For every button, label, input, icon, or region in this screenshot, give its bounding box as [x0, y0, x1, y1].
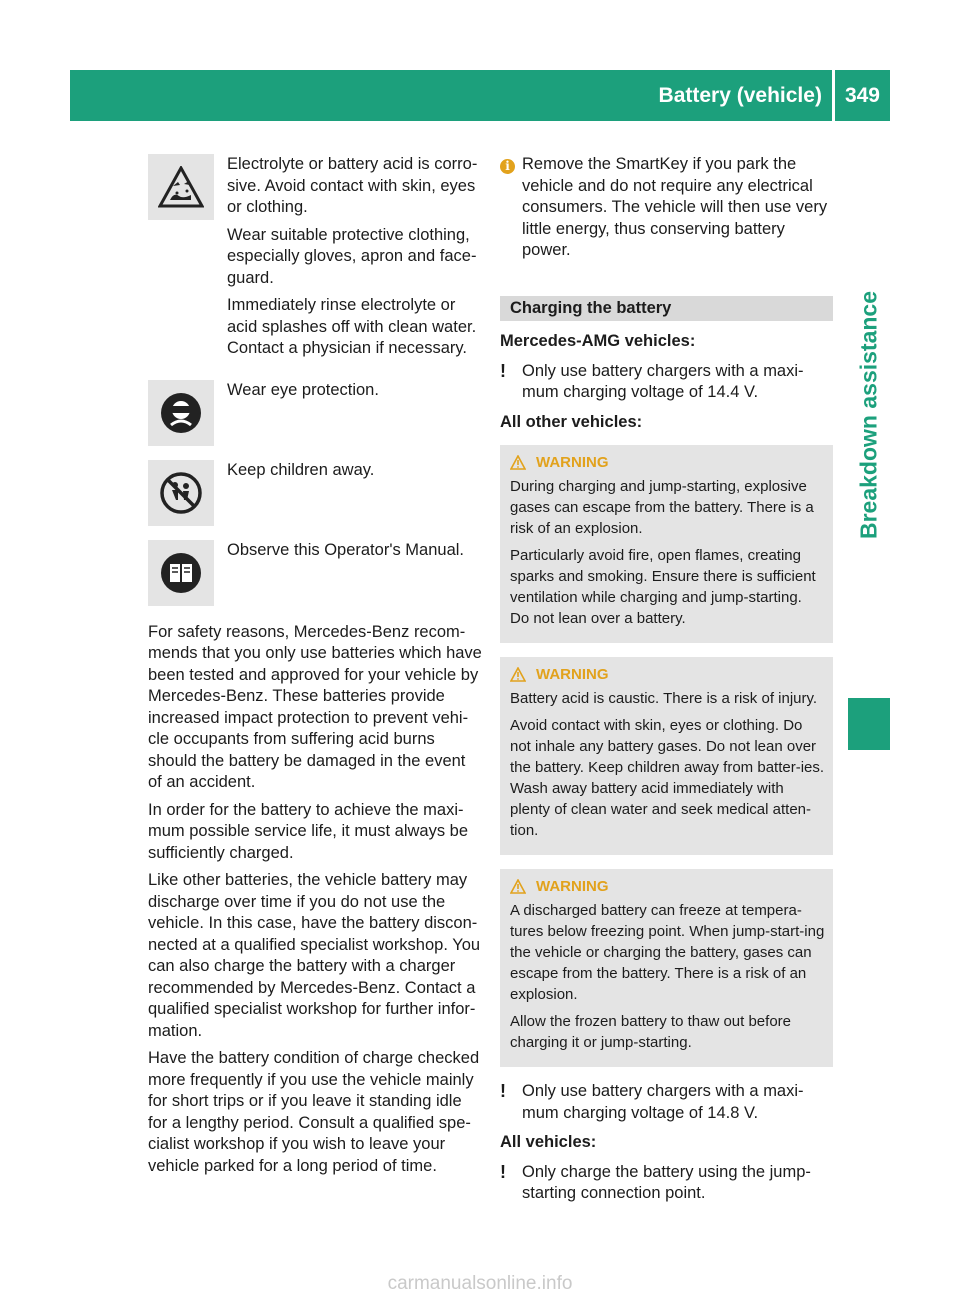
side-tab-label: Breakdown assistance: [855, 290, 882, 540]
all-vehicles-label: All vehicles:: [500, 1133, 597, 1151]
symbol-row: [148, 380, 483, 446]
warning-heading: [510, 876, 825, 897]
warning-triangle-icon: [510, 455, 526, 470]
other-vehicles-label: All other vehicles:: [500, 412, 643, 431]
acid-corrosive-warning-icon: [148, 154, 214, 220]
caution-note: [500, 361, 833, 404]
warning-paragraph: Allow the frozen battery to thaw out before charging it or jump-starting.: [510, 1013, 791, 1051]
page-header: [70, 70, 890, 121]
warning-label: WARNING: [536, 454, 609, 471]
symbol-row: [148, 154, 483, 366]
warning-heading: [510, 664, 825, 685]
info-note-text: Remove the SmartKey if you park the vehicle and do not require any electrical consumers. The vehicle will then use very little energy, thus conserving battery power.: [522, 155, 828, 259]
warning-box: [500, 445, 833, 643]
warning-box: [500, 869, 833, 1067]
symbol-text: [227, 380, 483, 446]
right-column: [500, 154, 833, 1213]
header-divider: [832, 70, 835, 121]
warning-label: WARNING: [536, 666, 609, 683]
symbol-paragraph: Observe this Operator's Manual.: [227, 540, 465, 559]
warning-box: [500, 657, 833, 855]
symbol-paragraph: Keep children away.: [227, 460, 375, 479]
watermark: carmanualsonline.info: [387, 1273, 573, 1294]
caution-note: [500, 1081, 833, 1124]
operators-manual-icon: [148, 540, 214, 606]
symbol-text: [227, 154, 483, 366]
warning-heading: [510, 452, 825, 473]
symbol-paragraph: Immediately rinse electrolyte or acid splashes off with clean water. Contact a physician if necessary.: [227, 296, 477, 357]
symbol-paragraph: Wear eye protection.: [227, 380, 379, 399]
warning-paragraph: During charging and jump-starting, explosive gases can escape from the battery. There is a risk of an explosion.: [510, 478, 814, 537]
warning-paragraph: Battery acid is caustic. There is a risk of injury.: [510, 690, 818, 707]
caution-note: [500, 1162, 833, 1205]
caution-note-text: Only use battery chargers with a maxi-mum charging voltage of 14.4 V.: [522, 361, 804, 401]
body-paragraph: Like other batteries, the vehicle battery may discharge over time if you do not use the vehicle. In this case, have the battery discon-nected at a qualified specialist workshop. You can also charge the battery with a charger recommended by Mercedes-Benz. Contact a qualified specialist workshop for further infor-mation.: [148, 871, 481, 1040]
warning-paragraph: A discharged battery can freeze at tempera-tures below freezing point. When jump-start-ing the vehicle or charging the battery, gases can escape from the battery. There is a risk of an explosion.: [510, 902, 825, 1003]
header-title-row: [70, 70, 890, 121]
symbol-text: [227, 460, 483, 526]
exclamation-icon: !: [500, 360, 506, 381]
warning-triangle-icon: [510, 879, 526, 894]
symbol-text: [227, 540, 483, 606]
symbol-row: [148, 540, 483, 606]
caution-note-text: Only charge the battery using the jump-starting connection point.: [522, 1162, 811, 1202]
symbol-paragraph: Electrolyte or battery acid is corro-sive. Avoid contact with skin, eyes or clothing.: [227, 155, 478, 216]
symbol-paragraph: Wear suitable protective clothing, especially gloves, apron and face-guard.: [227, 225, 477, 287]
section-heading: Charging the battery: [500, 296, 833, 322]
caution-note-text: Only use battery chargers with a maxi-mum charging voltage of 14.8 V.: [522, 1082, 804, 1122]
side-tab-marker: [848, 698, 890, 750]
exclamation-icon: !: [500, 1161, 506, 1182]
info-icon: i: [500, 159, 515, 174]
left-column: [148, 154, 483, 1183]
section-side-tab[interactable]: [848, 150, 890, 680]
info-note: [500, 154, 833, 262]
page-number: 349: [844, 83, 880, 107]
eye-protection-icon: [148, 380, 214, 446]
warning-paragraph: Particularly avoid fire, open flames, creating sparks and smoking. Ensure there is sufficient ventilation while charging and jump-starting. Do not lean over a battery.: [510, 547, 816, 627]
info-icon-wrap: [500, 154, 522, 262]
amg-vehicles-label: Mercedes-AMG vehicles:: [500, 332, 696, 350]
exclamation-icon: !: [500, 1081, 506, 1101]
warning-triangle-icon: [510, 667, 526, 682]
symbol-row: [148, 460, 483, 526]
body-paragraph: Have the battery condition of charge checked more frequently if you use the vehicle mainly for short trips or if you leave it standing idle for a lengthy period. Consult a qualified spe-cialist workshop if you wish to leave your vehicle parked for a long period of time.: [148, 1049, 480, 1175]
warning-paragraph: Avoid contact with skin, eyes or clothing. Do not inhale any battery gases. Do not lean over the battery. Keep children away from batter-ies. Wash away battery acid immediately with plenty of clean water and seek medical atten-tion.: [510, 717, 825, 839]
chapter-title: Battery (vehicle): [658, 83, 822, 107]
keep-children-away-icon: [148, 460, 214, 526]
warning-label: WARNING: [536, 878, 609, 895]
body-paragraph: For safety reasons, Mercedes-Benz recom-mends that you only use batteries which have been tested and approved for your vehicle by Mercedes-Benz. These batteries provide increased impact protection to prevent vehi-cle occupants from suffering acid burns should the battery be damaged in the event of an accident.: [148, 622, 482, 791]
body-paragraph: In order for the battery to achieve the maxi-mum possible service life, it must always be sufficiently charged.: [148, 800, 469, 862]
